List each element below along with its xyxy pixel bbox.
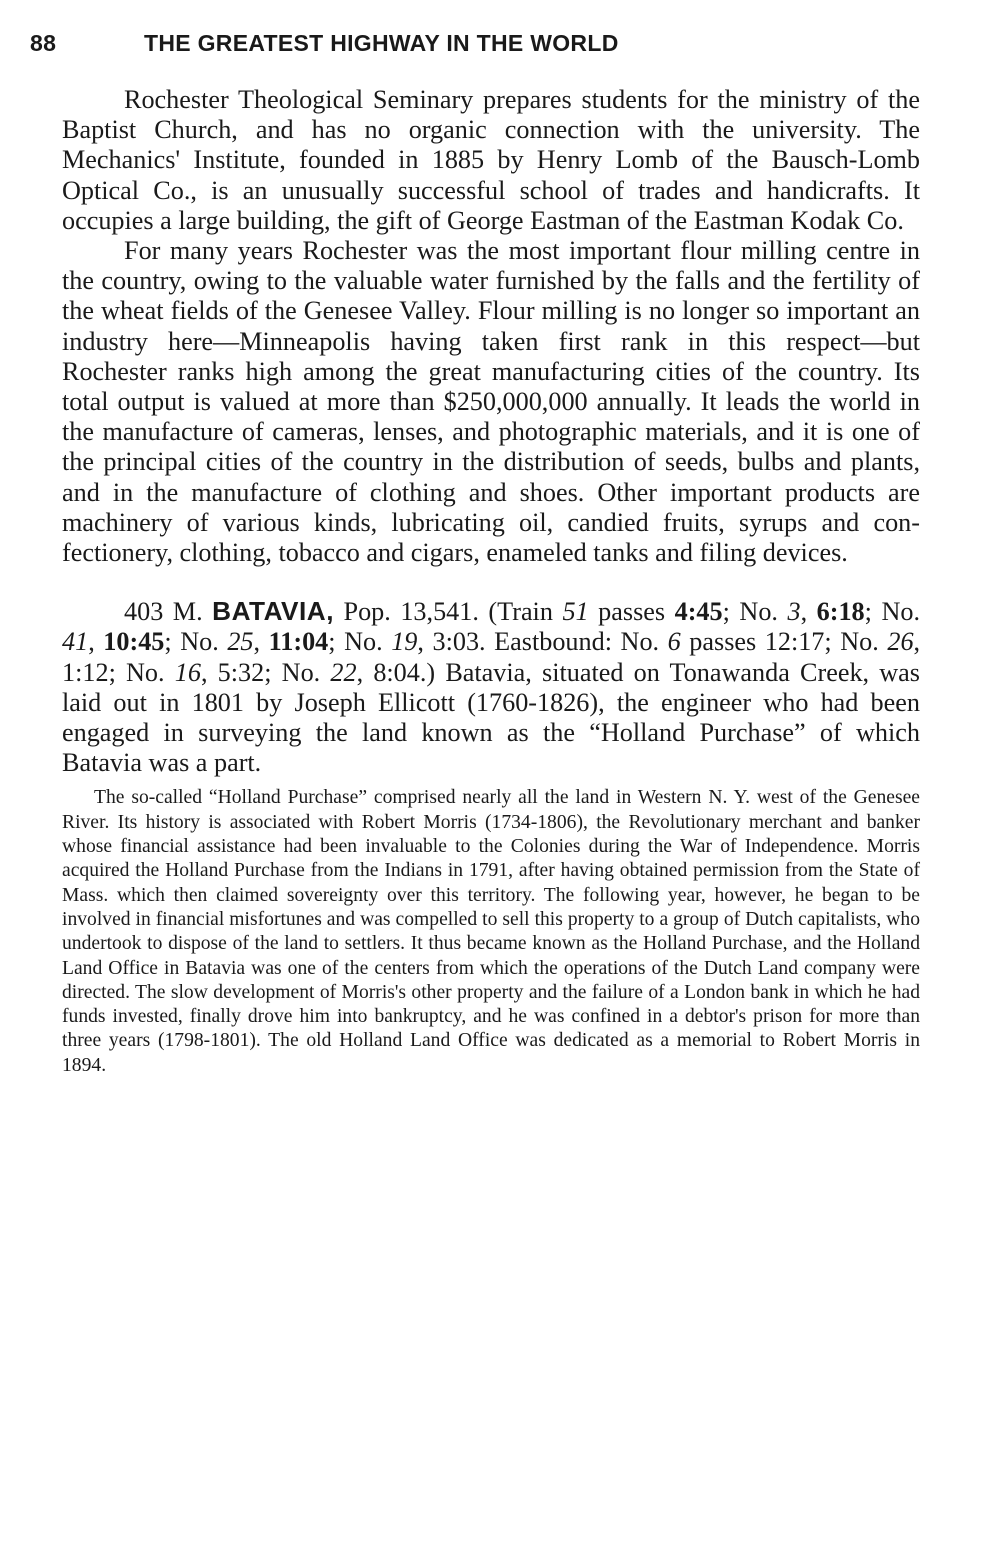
no-label: No.	[126, 657, 165, 687]
train-time: 3:03.	[432, 627, 486, 657]
paragraph-rochester-schools: Rochester Theological Seminary prepares students for the ministry of the Baptist Church, and has no organic connection with the university. The Mechanics' Institute, founded in 1885 by Henry Lomb of the Bausch-Lomb Optical Co., is an unusually successful school of trades and handicrafts. It occupies a large building, the gift of George Eastman of the Eastman Kodak Co.	[62, 85, 920, 235]
train-time: 10:45	[103, 627, 165, 657]
train-time: 4:45	[674, 597, 723, 627]
train-time: 6:18	[816, 597, 865, 627]
train-time: 12:17	[764, 627, 825, 657]
train-time: 5:32	[217, 657, 265, 687]
batavia-description: Batavia, situated on Tonawanda Creek, was laid out in 1801 by Joseph Ellicott (1760-1826), the engineer who had been engaged in surveying the land known as the “Holland Purchase” of which Batavia was a part.	[62, 657, 920, 778]
eastbound-label: Eastbound:	[494, 627, 612, 657]
mileage: 403 M.	[124, 597, 203, 627]
no-label: No.	[344, 627, 383, 657]
paragraph-rochester-industry: For many years Rochester was the most important flour milling centre in the country, owing to the valuable water furnished by the falls and the fertility of the wheat fields of the Genesee Valley. Flour milling is no longer so important an industry here—Minneapolis having taken first rank in this respect—but Rochester ranks high among the great manufacturing cities of the country. Its total output is valued at more than $250,000,000 annually. It leads the world in the manufacture of cameras, lenses, and photographic materials, and it is one of the principal cities of the country in the distribution of seeds, bulbs and plants, and in the manufacture of clothing and shoes. Other important products are machinery of various kinds, lubricating oil, candied fruits, syrups and confectionery, clothing, tobacco and cigars, enameled tanks and filing devices.	[62, 236, 920, 568]
train-time: 8:04.)	[373, 657, 436, 687]
passes-label: passes	[598, 597, 666, 627]
page-number: 88	[30, 30, 57, 56]
population: Pop. 13,541.	[343, 597, 479, 627]
passes-label: passes	[689, 627, 757, 657]
train-number: 19	[391, 627, 418, 657]
place-name: BATAVIA,	[212, 596, 334, 627]
running-head	[30, 30, 920, 64]
train-time: 1:12	[62, 657, 109, 687]
train-number: 41	[62, 627, 89, 657]
train-number: 22	[330, 657, 357, 687]
footnote-holland-purchase: The so-called “Holland Purchase” comprised nearly all the land in Western N. Y. west of the Genesee River. Its history is associated with Robert Morris (1734-1806), the Revolutionary merchant and banker whose financial assistance had been invaluable to the Colonies during the War of Independence. Morris acquired the Holland Purchase from the Indians in 1791, after having obtained permission from the State of Mass. which then claimed sovereignty over this territory. The following year, however, he began to be involved in financial misfortunes and was compelled to sell this property to a group of Dutch capitalists, who undertook to dispose of the land to settlers. It thus became known as the Holland Purchase, and the Holland Land Office in Batavia was one of the centers from which the operations of the Dutch Land company were directed. The slow development of Morris's other property and the failure of a London bank in which he had funds invested, finally drove him into bankruptcy, and he was confined in a debtor's prison for more than three years (1798-1801). The old Holland Land Office was dedicated as a memorial to Robert Morris in 1894.	[62, 787, 920, 1076]
train-number: 25	[227, 627, 254, 657]
paragraph-batavia: 403 M. BATAVIA, Pop. 13,541. (Train 51 passes 4:45; No. 3, 6:18; No. 41, 10:45; No. 25, 11:04; No. 19, 3:03. Eastbound: No. 6 passes 12:17; No. 26, 1:12; No. 16, 5:32; No. 22, 8:04.) Batavia, situated on Tonawanda Creek, was laid out in 1801 by Joseph Ellicott (1760-1826), the engineer who had been engaged in surveying the land known as the “Holland Purchase” of which Batavia was a part.	[62, 596, 921, 778]
train-number: 16	[174, 657, 201, 687]
running-title: THE GREATEST HIGHWAY IN THE WORLD	[144, 30, 619, 56]
train-number: 3	[787, 597, 801, 627]
train-number: 6	[667, 627, 681, 657]
no-label: No.	[281, 657, 321, 687]
no-label: No.	[180, 627, 219, 657]
book-page	[30, 30, 921, 1078]
no-label: No.	[881, 597, 921, 627]
no-label: No.	[840, 627, 879, 657]
no-label: No.	[739, 597, 778, 627]
train-number: 26	[887, 627, 914, 657]
train-time: 11:04	[268, 627, 329, 657]
no-label: No.	[620, 627, 660, 657]
train-open: (Train	[488, 597, 553, 627]
train-number: 51	[562, 597, 589, 627]
